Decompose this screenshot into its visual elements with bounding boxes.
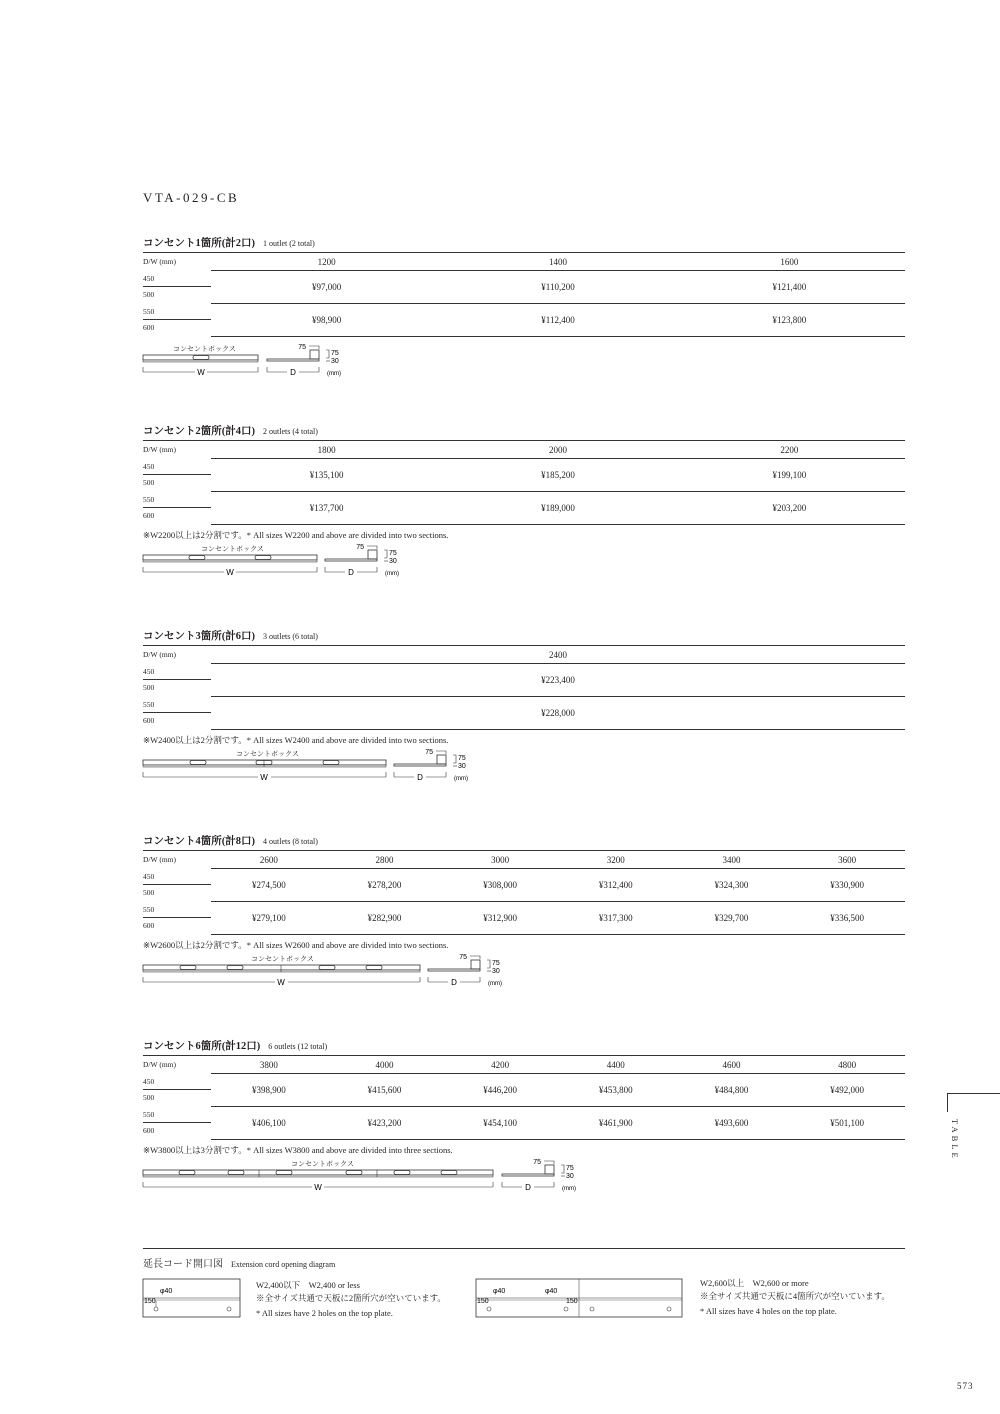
price-cell: ¥330,900 [789, 869, 905, 902]
price-cell: ¥121,400 [674, 271, 905, 304]
section-title [143, 1039, 905, 1055]
unit-label: (mm) [454, 776, 468, 782]
dim-150: 150 [566, 1298, 578, 1305]
section-title [143, 629, 905, 645]
page-number: 573 [957, 1381, 974, 1391]
width-header: 3800 [211, 1056, 327, 1074]
width-header: 2000 [442, 441, 673, 459]
w-label: W [197, 368, 205, 377]
diagram-drawing [143, 1160, 623, 1204]
price-cell: ¥189,000 [442, 492, 673, 525]
depth-label: 500 [143, 290, 155, 300]
d-label: D [348, 568, 354, 577]
price-table [143, 850, 905, 935]
depth-label: 550 [143, 697, 211, 714]
outlet-icon [276, 1171, 292, 1175]
outlet-icon [193, 356, 209, 360]
extension-right-line2: ※全サイズ共通で天板に4箇所穴が空いています。 [700, 1291, 890, 1301]
outlet-icon [227, 966, 243, 970]
price-cell: ¥274,500 [211, 869, 327, 902]
w-label: W [277, 978, 285, 987]
d-label: D [417, 773, 423, 782]
price-cell: ¥185,200 [442, 459, 673, 492]
section-title-jp: コンセント1箇所(計2口) [143, 238, 255, 249]
width-header: 4400 [558, 1056, 674, 1074]
dim-150: 150 [144, 1298, 156, 1305]
section-title-jp: コンセント2箇所(計4口) [143, 426, 255, 437]
outlet-icon [190, 761, 206, 765]
outlet-icon [180, 966, 196, 970]
dim-side-b: 30 [458, 763, 466, 770]
width-header: 3000 [442, 851, 558, 869]
d-label: D [451, 978, 457, 987]
outlet-icon [346, 1171, 362, 1175]
price-cell: ¥336,500 [789, 902, 905, 935]
section-title-en: 4 outlets (8 total) [263, 837, 318, 846]
depth-label: 450 [143, 459, 211, 476]
extension-cord-section [143, 1248, 905, 1318]
width-header: 4000 [327, 1056, 443, 1074]
price-cell: ¥110,200 [442, 271, 673, 304]
outlet-box-label: コンセントボックス [251, 956, 314, 963]
dim-side-a: 75 [492, 960, 500, 967]
dimension-diagram [143, 545, 905, 589]
price-cell: ¥406,100 [211, 1107, 327, 1140]
depth-label: 450 [143, 271, 211, 288]
depth-label: 600 [143, 511, 155, 521]
dimension-diagram [143, 345, 905, 389]
depth-label: 550 [143, 902, 211, 919]
price-cell: ¥98,900 [211, 304, 442, 337]
outlet-icon [323, 761, 339, 765]
width-header: 3200 [558, 851, 674, 869]
section-title [143, 424, 905, 440]
dim-40: φ40 [545, 1288, 558, 1295]
depth-label: 500 [143, 888, 155, 898]
width-header: 4600 [674, 1056, 790, 1074]
dimension-diagram [143, 1160, 905, 1204]
section-title [143, 834, 905, 850]
dim-top: 75 [425, 749, 433, 756]
side-tab-label: TABLE [950, 1119, 960, 1161]
section-note: ※W3800以上は3分割です。* All sizes W3800 and above are divided into three sections. [143, 1145, 453, 1155]
unit-label: (mm) [385, 571, 399, 577]
price-cell: ¥135,100 [211, 459, 442, 492]
dim-top: 75 [533, 1159, 541, 1166]
price-table [143, 1055, 905, 1140]
section-title-en: 3 outlets (6 total) [263, 632, 318, 641]
width-header: 3400 [674, 851, 790, 869]
section-note: ※W2200以上は2分割です。* All sizes W2200 and above are divided into two sections. [143, 530, 449, 540]
hole-diagram-2 [143, 1279, 243, 1319]
extension-right-text [700, 1277, 890, 1318]
width-header: 1800 [211, 441, 442, 459]
outlet-icon [228, 1171, 244, 1175]
dim-40: φ40 [160, 1288, 173, 1295]
dim-side-b: 30 [566, 1173, 574, 1180]
extension-title [143, 1255, 905, 1269]
depth-label: 450 [143, 869, 211, 886]
section-note: ※W2600以上は2分割です。* All sizes W2600 and above are divided into two sections. [143, 940, 449, 950]
depth-label: 550 [143, 304, 211, 321]
extension-left-line1: W2,400以下 W2,400 or less [256, 1280, 360, 1290]
outlet-icon [319, 966, 335, 970]
width-header: 1600 [674, 253, 905, 271]
model-number: VTA-029-CB [143, 190, 240, 205]
diagram-drawing [143, 345, 403, 389]
width-header: 4200 [442, 1056, 558, 1074]
w-label: W [260, 773, 268, 782]
section-note: ※W2400以上は2分割です。* All sizes W2400 and above are divided into two sections. [143, 735, 449, 745]
section-6-outlets [143, 1039, 905, 1204]
width-header: 2800 [327, 851, 443, 869]
hole-diagram-4 [476, 1279, 686, 1319]
width-header: 4800 [789, 1056, 905, 1074]
diagram-drawing [143, 955, 563, 999]
dw-label: D/W (mm) [143, 646, 211, 664]
section-1-outlet [143, 236, 905, 389]
width-header: 3600 [789, 851, 905, 869]
dim-top: 75 [298, 344, 306, 351]
price-cell: ¥329,700 [674, 902, 790, 935]
price-cell: ¥203,200 [674, 492, 905, 525]
extension-title-en: Extension cord opening diagram [231, 1260, 336, 1269]
dim-side-b: 30 [331, 358, 339, 365]
dimension-diagram [143, 750, 905, 794]
top-view [143, 555, 317, 560]
section-title-jp: コンセント3箇所(計6口) [143, 631, 255, 642]
price-cell: ¥446,200 [442, 1074, 558, 1107]
price-cell: ¥228,000 [211, 697, 905, 730]
price-cell: ¥199,100 [674, 459, 905, 492]
dw-label: D/W (mm) [143, 1056, 211, 1074]
dim-side-a: 75 [331, 350, 339, 357]
price-cell: ¥324,300 [674, 869, 790, 902]
outlet-box-label: コンセントボックス [291, 1161, 354, 1168]
dim-40: φ40 [493, 1288, 506, 1295]
price-cell: ¥454,100 [442, 1107, 558, 1140]
price-cell: ¥415,600 [327, 1074, 443, 1107]
outlet-box-label: コンセントボックス [201, 546, 264, 553]
section-title-en: 6 outlets (12 total) [268, 1042, 328, 1051]
depth-label: 450 [143, 1074, 211, 1091]
price-cell: ¥123,800 [674, 304, 905, 337]
dimension-diagram [143, 955, 905, 999]
section-title-en: 1 outlet (2 total) [263, 239, 315, 248]
dim-side-b: 30 [389, 558, 397, 565]
section-title-jp: コンセント4箇所(計8口) [143, 836, 255, 847]
price-cell: ¥282,900 [327, 902, 443, 935]
d-label: D [525, 1183, 531, 1192]
price-cell: ¥112,400 [442, 304, 673, 337]
depth-label: 500 [143, 1093, 155, 1103]
dim-side-a: 75 [458, 755, 466, 762]
price-table [143, 440, 905, 525]
price-table [143, 252, 905, 337]
extension-left-text [256, 1279, 446, 1320]
width-header: 2600 [211, 851, 327, 869]
width-header: 1200 [211, 253, 442, 271]
price-cell: ¥484,800 [674, 1074, 790, 1107]
outlet-icon [366, 966, 382, 970]
dim-150: 150 [477, 1298, 489, 1305]
price-cell: ¥317,300 [558, 902, 674, 935]
section-title [143, 236, 905, 252]
depth-label: 550 [143, 492, 211, 509]
section-title-jp: コンセント6箇所(計12口) [143, 1041, 261, 1052]
price-cell: ¥493,600 [674, 1107, 790, 1140]
price-cell: ¥461,900 [558, 1107, 674, 1140]
width-header: 2200 [674, 441, 905, 459]
outlet-box-label: コンセントボックス [236, 751, 299, 758]
outlet-icon [189, 556, 205, 560]
top-view [143, 1170, 493, 1175]
depth-label: 500 [143, 683, 155, 693]
extension-title-jp: 延長コード開口図 [143, 1259, 223, 1270]
diagram-drawing [143, 545, 463, 589]
price-cell: ¥501,100 [789, 1107, 905, 1140]
depth-label: 550 [143, 1107, 211, 1124]
depth-label: 600 [143, 921, 155, 931]
outlet-icon [441, 1171, 457, 1175]
price-cell: ¥312,400 [558, 869, 674, 902]
section-title-en: 2 outlets (4 total) [263, 427, 318, 436]
w-label: W [226, 568, 234, 577]
unit-label: (mm) [488, 981, 502, 987]
width-header: 1400 [442, 253, 673, 271]
section-2-outlets [143, 424, 905, 589]
price-cell: ¥423,200 [327, 1107, 443, 1140]
outlet-box-label: コンセントボックス [173, 346, 236, 353]
unit-label: (mm) [562, 1186, 576, 1192]
d-label: D [290, 368, 296, 377]
price-cell: ¥398,900 [211, 1074, 327, 1107]
dim-side-a: 75 [566, 1165, 574, 1172]
depth-label: 600 [143, 1126, 155, 1136]
price-cell: ¥308,000 [442, 869, 558, 902]
dim-top: 75 [356, 544, 364, 551]
tab-bracket [947, 1093, 1000, 1112]
section-3-outlets [143, 629, 905, 794]
dim-side-a: 75 [389, 550, 397, 557]
price-cell: ¥97,000 [211, 271, 442, 304]
depth-label: 450 [143, 664, 211, 681]
dim-top: 75 [459, 954, 467, 961]
dw-label: D/W (mm) [143, 253, 211, 271]
price-cell: ¥312,900 [442, 902, 558, 935]
dim-side-b: 30 [492, 968, 500, 975]
price-cell: ¥453,800 [558, 1074, 674, 1107]
depth-label: 600 [143, 716, 155, 726]
diagram-drawing [143, 750, 523, 794]
extension-right-line3: * All sizes have 4 holes on the top plate. [700, 1306, 837, 1316]
price-cell: ¥279,100 [211, 902, 327, 935]
outlet-icon [255, 556, 271, 560]
width-header: 2400 [211, 646, 905, 664]
section-4-outlets [143, 834, 905, 999]
outlet-icon [179, 1171, 195, 1175]
dw-label: D/W (mm) [143, 441, 211, 459]
extension-left-line2: ※全サイズ共通で天板に2箇所穴が空いています。 [256, 1293, 446, 1303]
depth-label: 500 [143, 478, 155, 488]
price-cell: ¥278,200 [327, 869, 443, 902]
price-cell: ¥223,400 [211, 664, 905, 697]
dw-label: D/W (mm) [143, 851, 211, 869]
price-table [143, 645, 905, 730]
outlet-icon [394, 1171, 410, 1175]
price-cell: ¥137,700 [211, 492, 442, 525]
w-label: W [314, 1183, 322, 1192]
extension-right-line1: W2,600以上 W2,600 or more [700, 1278, 809, 1288]
extension-left-line3: * All sizes have 2 holes on the top plate. [256, 1308, 393, 1318]
unit-label: (mm) [327, 371, 341, 377]
price-cell: ¥492,000 [789, 1074, 905, 1107]
depth-label: 600 [143, 323, 155, 333]
